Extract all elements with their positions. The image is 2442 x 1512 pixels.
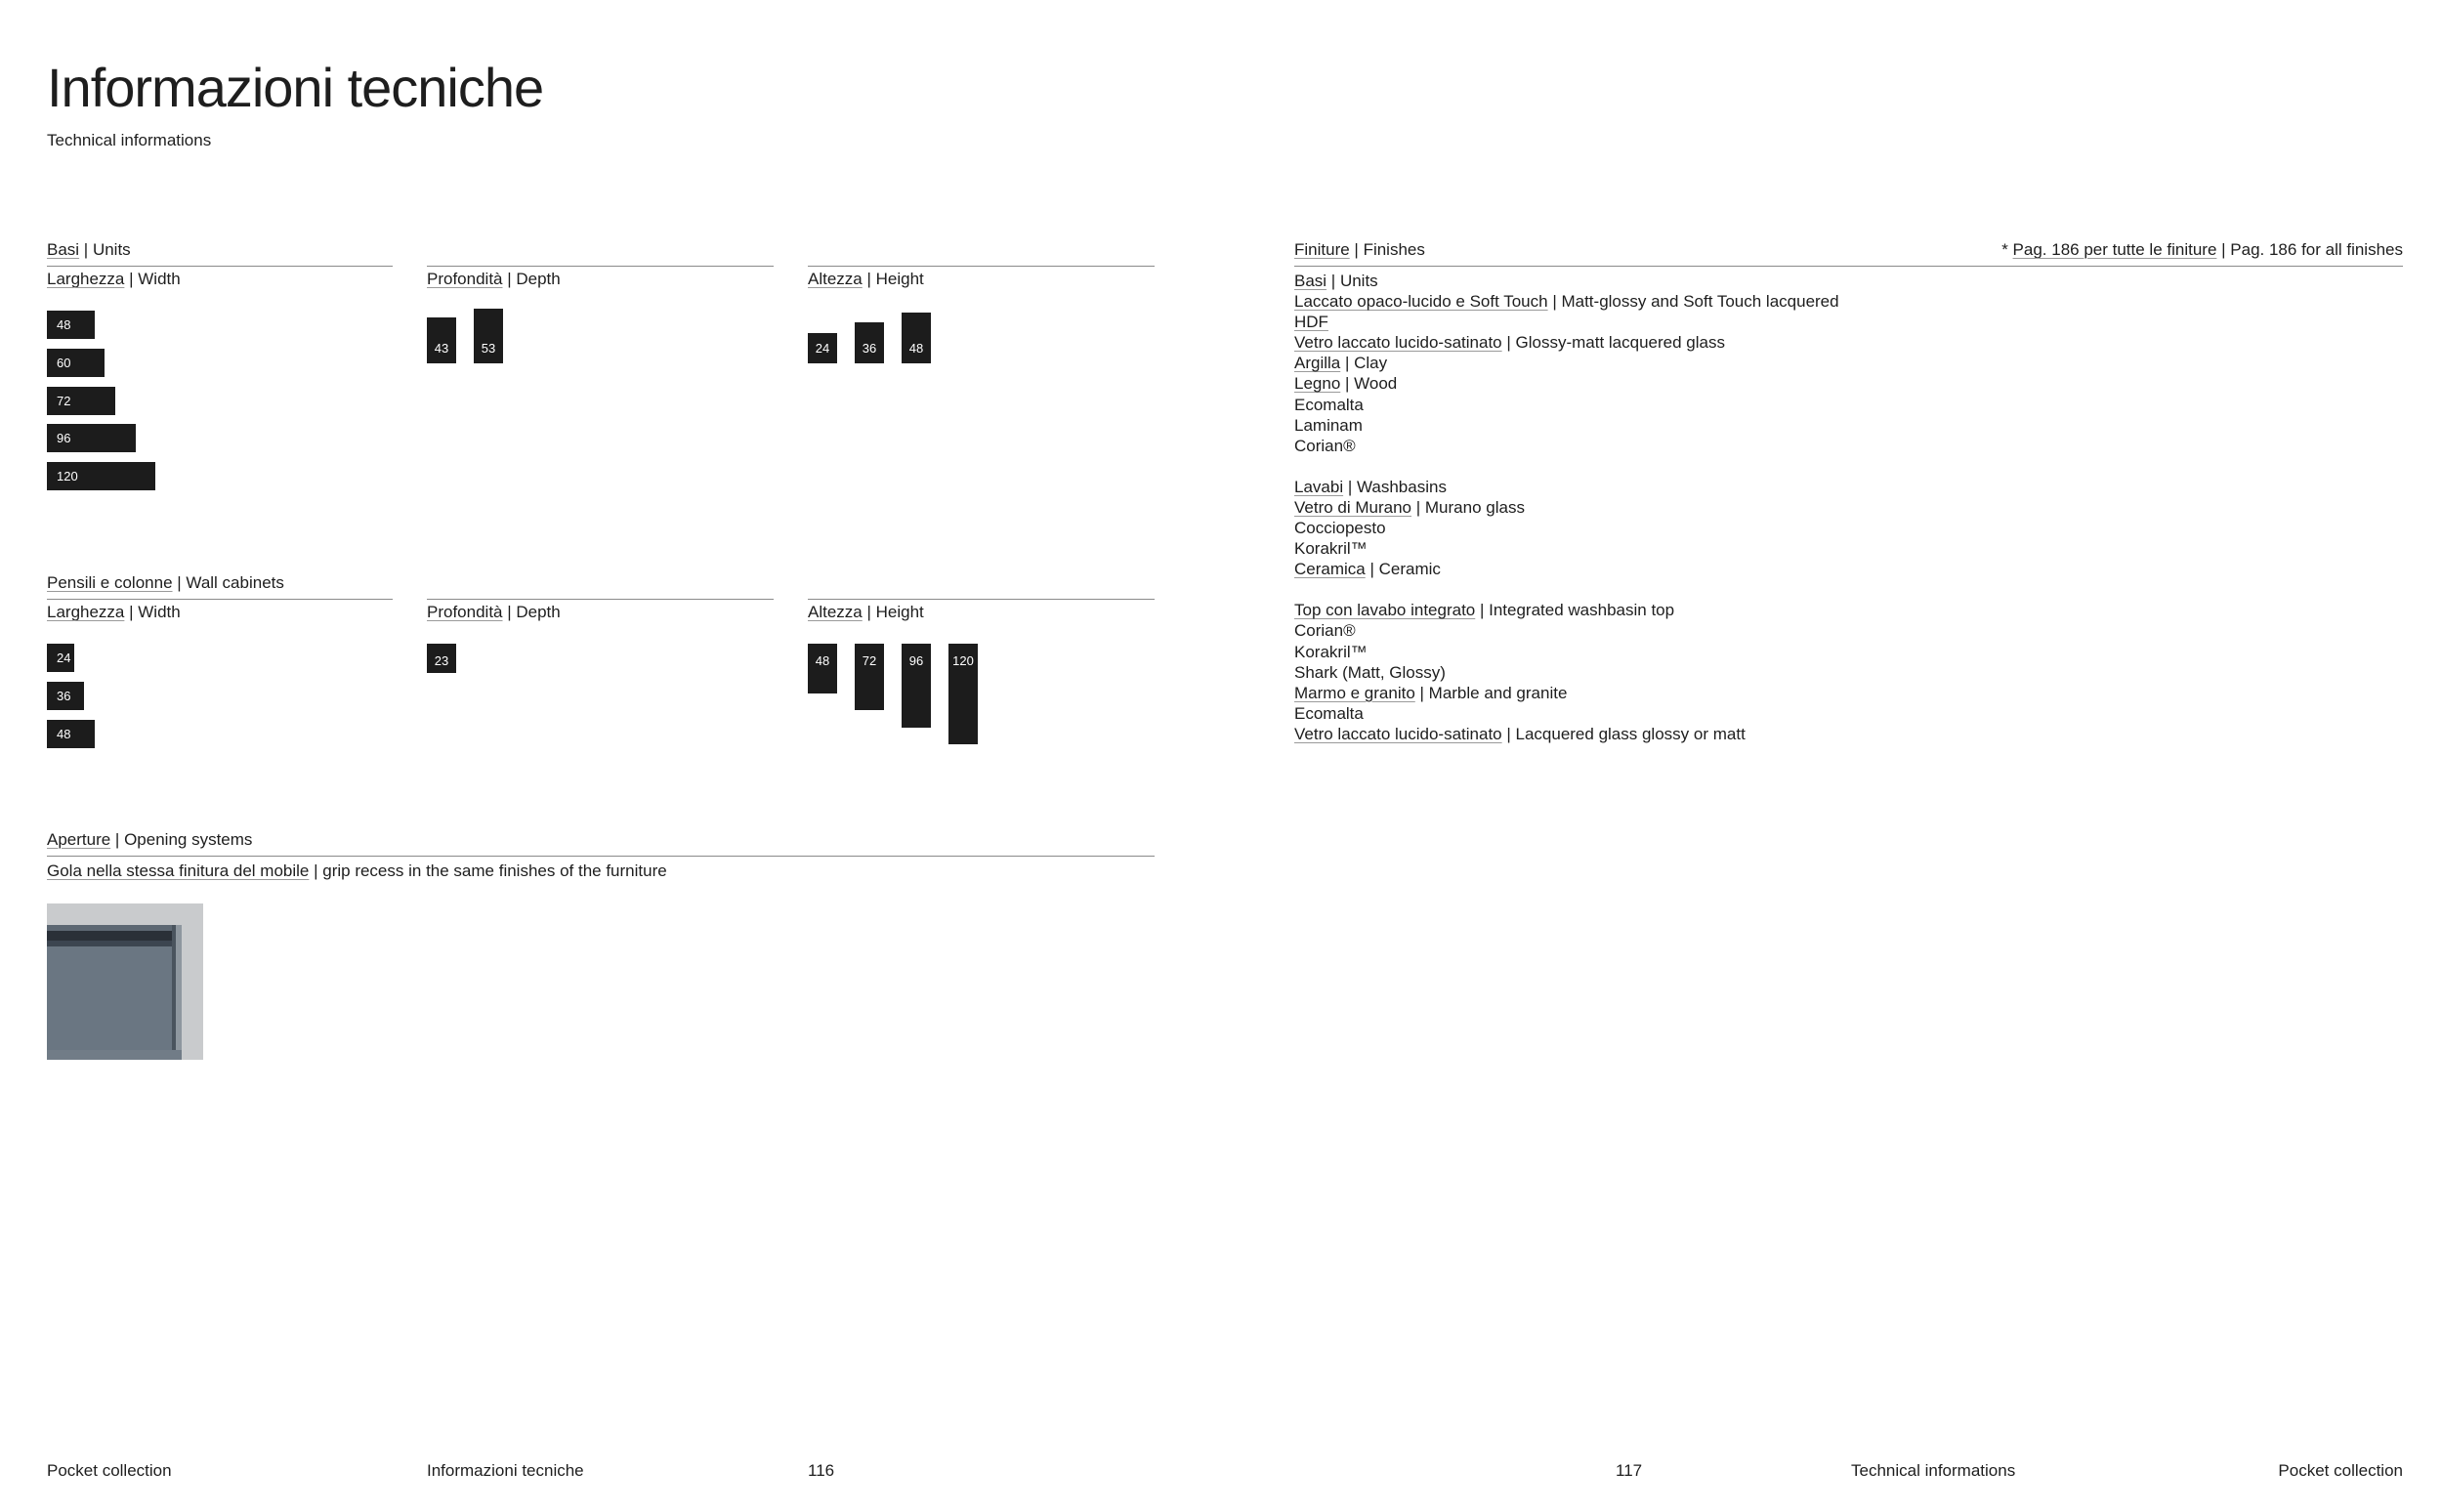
units-width-label: Larghezza | Width xyxy=(47,270,181,288)
finish-item xyxy=(1294,518,2408,538)
units-rule-height xyxy=(808,266,1155,267)
finish-item xyxy=(1294,332,2408,353)
finish-item xyxy=(1294,559,2408,579)
finish-item-it: Laccato opaco-lucido e Soft Touch xyxy=(1294,292,1548,312)
finish-group xyxy=(1294,271,2408,456)
dimension-bar xyxy=(902,313,931,363)
finish-item-it: Legno xyxy=(1294,374,1341,394)
dimension-value: 60 xyxy=(57,355,71,370)
dimension-bar xyxy=(47,682,84,710)
finishes-list xyxy=(1294,271,2408,765)
finish-item xyxy=(1294,497,2408,518)
finishes-heading: Finiture | Finishes xyxy=(1294,240,1425,259)
wall-width-label: Larghezza | Width xyxy=(47,603,181,621)
finish-item-en: Laminam xyxy=(1294,415,1363,435)
wall-rule-width xyxy=(47,599,393,600)
dimension-value: 120 xyxy=(952,653,974,668)
footer-collection-left: Pocket collection xyxy=(47,1461,172,1480)
finish-item-en: Marble and granite xyxy=(1428,683,1568,702)
separator: | xyxy=(1547,292,1562,312)
finish-item xyxy=(1294,353,2408,373)
footer-page-number-left: 116 xyxy=(808,1461,835,1480)
dimension-bar xyxy=(808,333,837,363)
units-heading: Basi | Units xyxy=(47,240,131,259)
dimension-value: 36 xyxy=(862,340,877,356)
footer-section-left: Informazioni tecniche xyxy=(427,1461,584,1480)
openings-rule xyxy=(47,856,1155,857)
finish-item-en: Korakril™ xyxy=(1294,642,1368,661)
dimension-value: 48 xyxy=(57,726,71,741)
finish-item xyxy=(1294,683,2408,703)
units-rule-width xyxy=(47,266,393,267)
dimension-value: 72 xyxy=(862,653,877,668)
separator: | xyxy=(1501,333,1516,353)
finish-item-en: Lacquered glass glossy or matt xyxy=(1515,724,1746,743)
finish-group-title xyxy=(1294,271,2408,291)
wall-rule-depth xyxy=(427,599,774,600)
finish-item-en: Clay xyxy=(1354,354,1388,373)
footer-collection-right: Pocket collection xyxy=(2278,1461,2403,1480)
grip-recess-photo xyxy=(47,903,203,1060)
finishes-rule xyxy=(1294,266,2403,267)
finish-group xyxy=(1294,477,2408,579)
separator: | xyxy=(1343,477,1357,496)
finish-item-en: Corian® xyxy=(1294,436,1356,455)
finish-item xyxy=(1294,312,2408,332)
dimension-value: 24 xyxy=(815,340,830,356)
finish-item xyxy=(1294,703,2408,724)
page-title: Informazioni tecniche xyxy=(47,57,544,118)
finish-group-title-it: Top con lavabo integrato xyxy=(1294,601,1476,620)
separator: | xyxy=(1475,601,1490,620)
dimension-value: 48 xyxy=(908,340,924,356)
finish-item-en: Wood xyxy=(1354,374,1398,394)
dimension-bar xyxy=(47,349,105,377)
finish-item-en: Matt-glossy and Soft Touch lacquered xyxy=(1561,292,1839,312)
finish-group xyxy=(1294,600,2408,744)
units-rule-depth xyxy=(427,266,774,267)
wall-cabinets-heading: Pensili e colonne | Wall cabinets xyxy=(47,573,284,592)
dimension-bar xyxy=(855,644,884,710)
dimension-value: 48 xyxy=(815,653,830,668)
dimension-value: 48 xyxy=(57,317,71,332)
finish-item-en: Korakril™ xyxy=(1294,539,1368,559)
finish-item-it: Vetro di Murano xyxy=(1294,497,1412,517)
finish-item-en: Ecomalta xyxy=(1294,395,1364,414)
finish-item xyxy=(1294,373,2408,394)
finish-item xyxy=(1294,395,2408,415)
finish-item-it: Vetro laccato lucido-satinato xyxy=(1294,724,1502,743)
dimension-value: 53 xyxy=(481,340,496,356)
dimension-bar xyxy=(47,644,74,672)
units-depth-label: Profondità | Depth xyxy=(427,270,561,288)
dimension-bar xyxy=(427,644,456,673)
separator: | xyxy=(1414,683,1429,702)
footer-page-number-right: 117 xyxy=(1616,1461,1643,1480)
separator: | xyxy=(1365,560,1379,579)
finish-item-en: Glossy-matt lacquered glass xyxy=(1515,333,1725,353)
footer-section-right: Technical informations xyxy=(1851,1461,2016,1480)
page-subtitle: Technical informations xyxy=(47,131,212,149)
dimension-value: 72 xyxy=(57,393,71,408)
dimension-bar xyxy=(948,644,978,744)
dimension-bar xyxy=(474,309,503,363)
finish-item xyxy=(1294,724,2408,744)
dimension-bar xyxy=(47,387,115,415)
dimension-bar xyxy=(855,322,884,363)
dimension-value: 24 xyxy=(57,651,71,665)
finish-group-title-en: Units xyxy=(1339,272,1378,290)
dimension-bar xyxy=(47,462,155,490)
dimension-bar xyxy=(902,644,931,728)
finish-item xyxy=(1294,662,2408,683)
dimension-bar xyxy=(808,644,837,693)
dimension-value: 36 xyxy=(57,688,71,703)
finish-item-it: Marmo e granito xyxy=(1294,683,1415,702)
dimension-value: 96 xyxy=(57,431,71,446)
finish-group-title xyxy=(1294,477,2408,497)
finish-item xyxy=(1294,620,2408,641)
finish-item xyxy=(1294,436,2408,456)
finish-group-title-it: Lavabi xyxy=(1294,477,1344,496)
finish-group-title-it: Basi xyxy=(1294,272,1327,290)
dimension-bar xyxy=(47,720,95,748)
finish-group-title-en: Washbasins xyxy=(1356,477,1447,496)
wall-rule-height xyxy=(808,599,1155,600)
finish-item-en: Shark (Matt, Glossy) xyxy=(1294,662,1446,682)
separator: | xyxy=(1326,272,1340,290)
finish-item xyxy=(1294,291,2408,312)
wall-height-label: Altezza | Height xyxy=(808,603,924,621)
finish-item-en: Ecomalta xyxy=(1294,703,1364,723)
dimension-value: 43 xyxy=(434,340,449,356)
finishes-note: * Pag. 186 per tutte le finiture | Pag. 186 for all finishes xyxy=(2001,240,2403,259)
finish-item xyxy=(1294,642,2408,662)
openings-description: Gola nella stessa finitura del mobile | grip recess in the same finishes of the furniture xyxy=(47,861,667,880)
separator: | xyxy=(1501,724,1516,743)
finish-group-title-en: Integrated washbasin top xyxy=(1489,601,1675,620)
finish-item-it: Argilla xyxy=(1294,354,1341,373)
dimension-value: 23 xyxy=(434,653,449,668)
separator: | xyxy=(1340,374,1355,394)
finish-item xyxy=(1294,538,2408,559)
finish-item-en: Murano glass xyxy=(1424,497,1525,517)
finish-item-it: Vetro laccato lucido-satinato xyxy=(1294,333,1502,353)
wall-depth-label: Profondità | Depth xyxy=(427,603,561,621)
dimension-bar xyxy=(47,424,136,452)
finish-item-en: Ceramic xyxy=(1378,560,1441,579)
finish-item-it: Ceramica xyxy=(1294,560,1366,579)
finish-item xyxy=(1294,415,2408,436)
finish-item-it: HDF xyxy=(1294,313,1328,332)
separator: | xyxy=(1340,354,1355,373)
openings-heading: Aperture | Opening systems xyxy=(47,830,253,849)
dimension-bar xyxy=(427,317,456,363)
dimension-bar xyxy=(47,311,95,339)
grip-recess-illustration xyxy=(47,903,203,1060)
dimension-value: 96 xyxy=(908,653,924,668)
units-height-label: Altezza | Height xyxy=(808,270,924,288)
finish-item-en: Corian® xyxy=(1294,621,1356,641)
separator: | xyxy=(1411,497,1425,517)
dimension-value: 120 xyxy=(57,469,78,483)
finish-group-title xyxy=(1294,600,2408,620)
finish-item-en: Cocciopesto xyxy=(1294,519,1386,538)
